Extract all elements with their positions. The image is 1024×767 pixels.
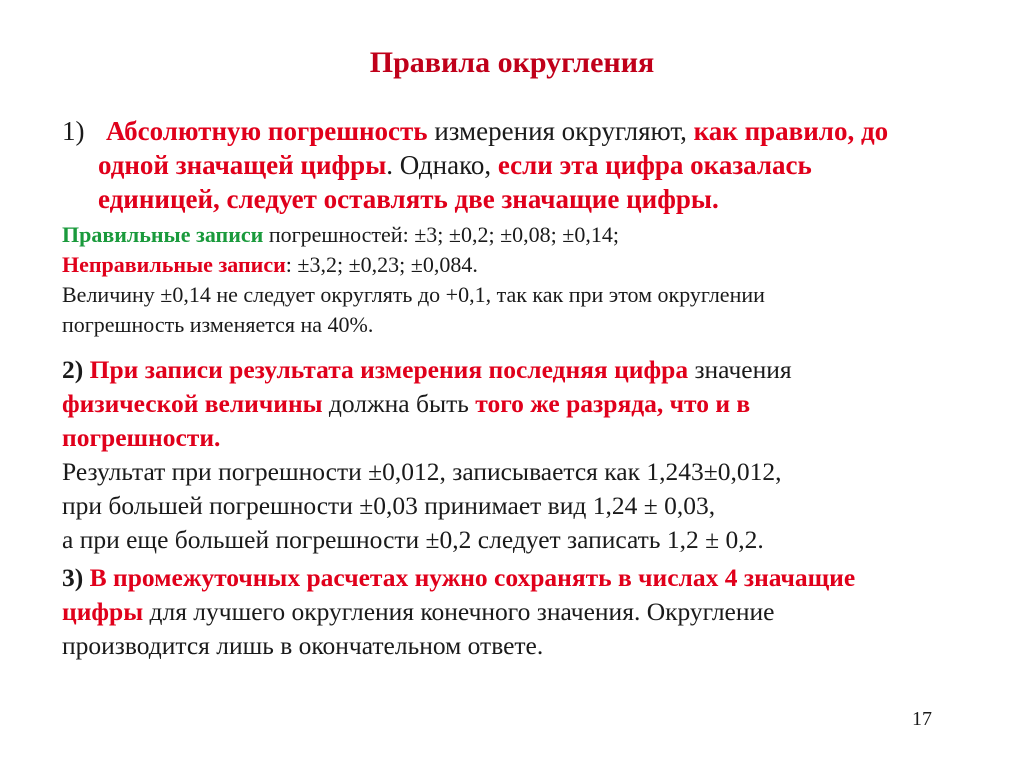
rule-2-highlight-recording: При записи результата измерения — [83, 355, 489, 384]
rule-2-highlight-same-digit: того же разряда, что и в — [475, 389, 751, 418]
rule-2-line-1 — [62, 355, 792, 385]
rule-2-highlight-error: погрешности. — [62, 423, 221, 452]
rule-1-line-1 — [62, 116, 888, 147]
rule-3-line-3: производится лишь в окончательном ответе. — [62, 631, 544, 660]
wrong-examples-text: : ±3,2; ±0,23; ±0,084. — [285, 252, 478, 277]
page-number: 17 — [912, 708, 932, 730]
rule-3-number: 3) — [62, 563, 84, 592]
correct-examples-text: погрешностей: ±3; ±0,2; ±0,08; ±0,14; — [263, 222, 619, 247]
rule-1-note-line-2: погрешность изменяется на 40%. — [62, 312, 374, 337]
rule-1-line-2 — [98, 150, 812, 181]
rule-2-highlight-physical-quantity: физической величины — [62, 389, 323, 418]
rule-2-text-b: должна быть — [322, 389, 476, 418]
correct-examples-line — [62, 222, 619, 248]
rule-2-line-2 — [62, 389, 750, 419]
correct-examples-label: Правильные записи — [62, 222, 264, 247]
rule-3-highlight-digits: цифры — [62, 597, 144, 626]
rule-1-highlight-as-rule: как правило, до — [693, 116, 889, 146]
wrong-examples-line — [62, 252, 478, 278]
rule-2-example-1: Результат при погрешности ±0,012, записывается как 1,243±0,012, — [62, 457, 782, 486]
rule-3-text-a: для лучшего округления конечного значения. Округление — [143, 597, 775, 626]
slide-title: Правила округления — [369, 46, 655, 79]
rule-1-number: 1) — [62, 116, 85, 146]
rule-1-highlight-absolute-error: Абсолютную погрешность — [106, 116, 428, 146]
rule-1-text-b: . Однако, — [386, 150, 498, 180]
rule-2-text-a: значения — [688, 355, 792, 384]
rule-1-line-3 — [98, 184, 719, 215]
rule-1-highlight-one-digit: одной значащей цифры — [98, 150, 387, 180]
rule-1-note-line-1: Величину ±0,14 не следует округлять до +0,1, так как при этом округлении — [62, 282, 765, 307]
rule-2-highlight-last-digit: последняя цифра — [488, 355, 689, 384]
rule-2-example-2: при большей погрешности ±0,03 принимает вид 1,24 ± 0,03, — [62, 491, 716, 520]
rule-2-number: 2) — [62, 355, 84, 384]
rule-2-line-3 — [62, 423, 220, 453]
rule-3-line-2 — [62, 597, 774, 627]
wrong-examples-label: Неправильные записи — [62, 252, 286, 277]
rule-1-highlight-two-digits: единицей, следует оставлять две значащие цифры. — [98, 184, 719, 214]
rule-1-highlight-if-digit: если эта цифра оказалась — [497, 150, 812, 180]
rule-2-example-3: а при еще большей погрешности ±0,2 следует записать 1,2 ± 0,2. — [62, 525, 764, 554]
rule-3-line-1 — [62, 563, 855, 593]
rule-1-text-a: измерения округляют, — [427, 116, 694, 146]
rule-3-highlight-intermediate: В промежуточных расчетах нужно сохранять в числах 4 значащие — [83, 563, 856, 592]
